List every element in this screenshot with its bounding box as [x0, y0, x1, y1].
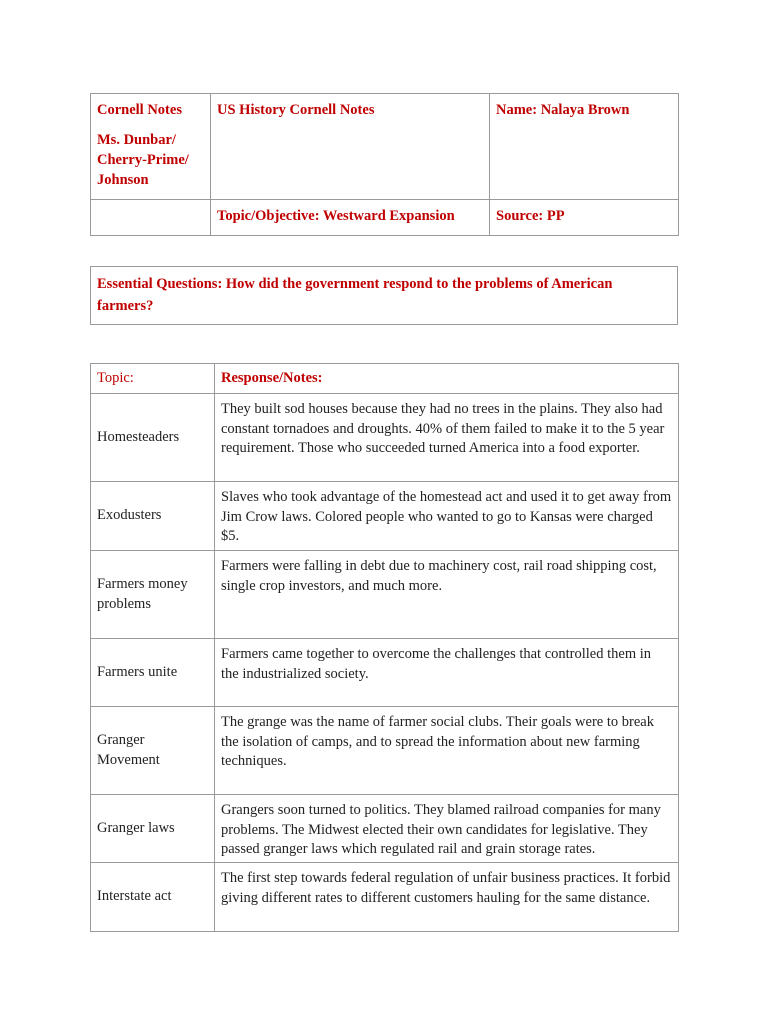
topic-cell: Interstate act [91, 863, 215, 932]
response-header: Response/Notes: [215, 364, 679, 394]
table-row [91, 551, 679, 639]
notes-cell: The grange was the name of farmer social clubs. Their goals were to break the isolation of camps, and to spread the information about new farming techniques. [215, 707, 679, 795]
course-title-cell [211, 94, 490, 200]
topic-objective: Topic/Objective: Westward Expansion [211, 200, 490, 236]
teacher-name: Ms. Dunbar/ Cherry-Prime/ Johnson [97, 132, 189, 188]
table-row [91, 795, 679, 863]
table-row [91, 863, 679, 932]
table-row [91, 394, 679, 482]
topic-cell: Exodusters [91, 482, 215, 551]
notes-cell: They built sod houses because they had no trees in the plains. They also had constant tornadoes and droughts. 40% of them failed to make it to the 5 year requirement. Those who succeeded turned America into a food exporter. [215, 394, 679, 482]
source: Source: PP [490, 200, 679, 236]
topic-cell: Granger laws [91, 795, 215, 863]
course-title: US History Cornell Notes [217, 102, 375, 118]
table-row [91, 482, 679, 551]
empty-cell [91, 200, 211, 236]
student-name-cell [490, 94, 679, 200]
notes-cell: Grangers soon turned to politics. They blamed railroad companies for many problems. The Midwest elected their own candidates for legislative. They passed granger laws which regulated rail and grain storage rates. [215, 795, 679, 863]
topic-cell: Farmers money problems [91, 551, 215, 639]
notes-cell: Farmers came together to overcome the challenges that controlled them in the industrialized society. [215, 639, 679, 707]
topic-header: Topic: [91, 364, 215, 394]
essential-question-table [90, 266, 678, 325]
notes-table [90, 363, 679, 932]
topic-cell: Homesteaders [91, 394, 215, 482]
cornell-label: Cornell Notes [97, 102, 182, 118]
essential-question: Essential Questions: How did the government respond to the problems of American farmers? [91, 267, 678, 325]
topic-cell: Granger Movement [91, 707, 215, 795]
topic-cell: Farmers unite [91, 639, 215, 707]
student-name: Name: Nalaya Brown [496, 102, 630, 118]
cornell-info-cell [91, 94, 211, 200]
notes-cell: Slaves who took advantage of the homestead act and used it to get away from Jim Crow laws. Colored people who wanted to go to Kansas were charged $5. [215, 482, 679, 551]
header-table [90, 93, 679, 236]
notes-cell: Farmers were falling in debt due to machinery cost, rail road shipping cost, single crop investors, and much more. [215, 551, 679, 639]
notes-cell: The first step towards federal regulation of unfair business practices. It forbid giving different rates to different customers hauling for the same distance. [215, 863, 679, 932]
table-row [91, 707, 679, 795]
table-row [91, 639, 679, 707]
